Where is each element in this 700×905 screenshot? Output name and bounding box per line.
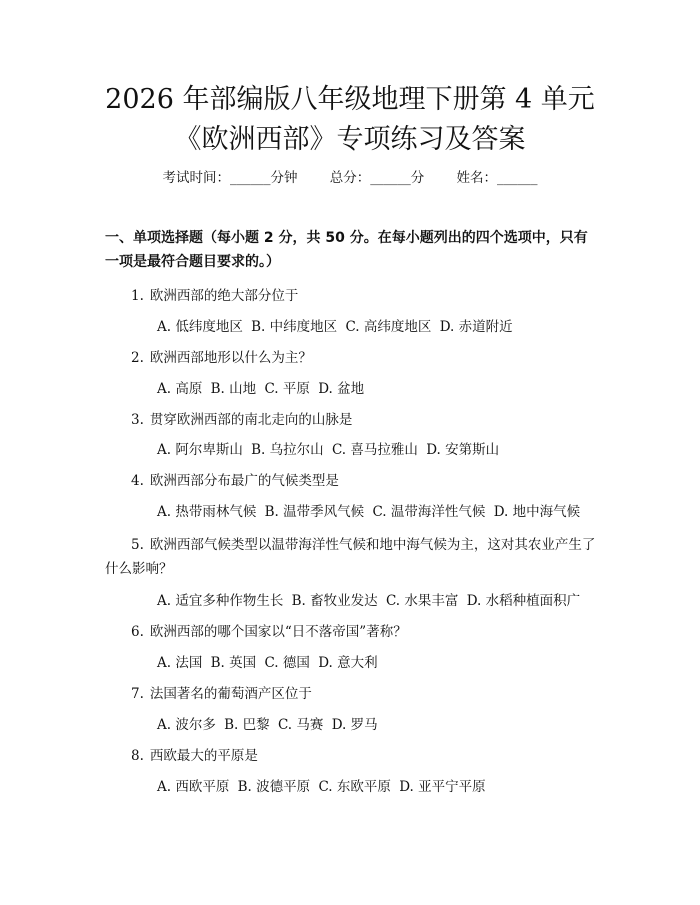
option-d: D. 盆地 — [318, 381, 365, 397]
option-b: B. 英国 — [210, 655, 257, 671]
option-b: B. 温带季风气候 — [264, 504, 365, 520]
option-c: C. 德国 — [264, 655, 310, 671]
question-options — [157, 651, 607, 675]
option-a: A. 热带雨林气候 — [157, 504, 257, 520]
question-number: 6. — [131, 624, 144, 640]
option-d: D. 赤道附近 — [439, 319, 513, 335]
question-text: 贯穿欧洲西部的南北走向的山脉是 — [149, 412, 353, 428]
question-number: 5. — [131, 537, 144, 553]
option-d: D. 地中海气候 — [493, 504, 581, 520]
question-number: 1. — [131, 288, 144, 304]
question-item — [105, 682, 600, 706]
question-text: 欧洲西部的哪个国家以“日不落帝国”著称？ — [149, 624, 407, 640]
question-options — [157, 377, 607, 401]
option-b: B. 中纬度地区 — [251, 319, 338, 335]
question-item — [105, 533, 600, 581]
question-number: 2. — [131, 350, 144, 366]
option-b: B. 畜牧业发达 — [291, 593, 378, 609]
option-c: C. 马赛 — [277, 717, 324, 733]
option-c: C. 高纬度地区 — [345, 319, 432, 335]
document-title: 2026 年部编版八年级地理下册第 4 单元《欧洲西部》专项练习及答案 — [105, 84, 595, 155]
option-b: B. 山地 — [210, 381, 257, 397]
option-c: C. 东欧平原 — [318, 779, 391, 795]
option-a: A. 阿尔卑斯山 — [157, 442, 243, 458]
question-item — [105, 408, 600, 432]
option-a: A. 低纬度地区 — [157, 319, 243, 335]
option-c: C. 水果丰富 — [385, 593, 459, 609]
section-heading: 一、单项选择题（每小题 2 分，共 50 分。在每小题列出的四个选项中，只有一项是最符合题目要求的。） — [105, 230, 588, 270]
question-options — [157, 713, 607, 737]
option-a: A. 波尔多 — [157, 717, 216, 733]
option-d: D. 水稻种植面积广 — [466, 593, 581, 609]
option-b: B. 乌拉尔山 — [251, 442, 324, 458]
question-item — [105, 744, 600, 768]
option-d: D. 罗马 — [331, 717, 378, 733]
question-text: 欧洲西部地形以什么为主？ — [149, 350, 312, 366]
option-a: A. 高原 — [157, 381, 203, 397]
question-options — [157, 589, 607, 613]
question-options — [157, 438, 607, 462]
question-number: 8. — [131, 748, 144, 764]
student-name-label: 姓名：______ — [456, 170, 538, 186]
question-number: 3. — [131, 412, 144, 428]
option-c: C. 喜马拉雅山 — [331, 442, 418, 458]
question-number: 7. — [131, 686, 144, 702]
question-item — [105, 620, 600, 644]
option-a: A. 法国 — [157, 655, 203, 671]
question-text: 欧洲西部气候类型以温带海洋性气候和地中海气候为主，这对其农业产生了什么影响？ — [105, 537, 596, 577]
question-options — [157, 500, 607, 524]
exam-info — [0, 168, 700, 188]
question-text: 欧洲西部分布最广的气候类型是 — [149, 473, 339, 489]
exam-time-label: 考试时间：______分钟 — [162, 170, 298, 186]
question-text: 西欧最大的平原是 — [149, 748, 258, 764]
question-item — [105, 469, 600, 493]
question-text: 欧洲西部的绝大部分位于 — [149, 288, 299, 304]
question-item — [105, 346, 600, 370]
option-c: C. 平原 — [264, 381, 310, 397]
option-b: B. 巴黎 — [224, 717, 270, 733]
option-a: A. 西欧平原 — [157, 779, 230, 795]
option-c: C. 温带海洋性气候 — [372, 504, 486, 520]
question-item — [105, 284, 600, 308]
question-options — [157, 775, 607, 799]
question-text: 法国著名的葡萄酒产区位于 — [149, 686, 312, 702]
question-number: 4. — [131, 473, 144, 489]
option-d: D. 亚平宁平原 — [399, 779, 486, 795]
option-d: D. 意大利 — [318, 655, 378, 671]
question-options — [157, 315, 607, 339]
total-score-label: 总分：______分 — [329, 170, 425, 186]
option-b: B. 波德平原 — [237, 779, 311, 795]
option-d: D. 安第斯山 — [426, 442, 500, 458]
option-a: A. 适宜多种作物生长 — [157, 593, 284, 609]
